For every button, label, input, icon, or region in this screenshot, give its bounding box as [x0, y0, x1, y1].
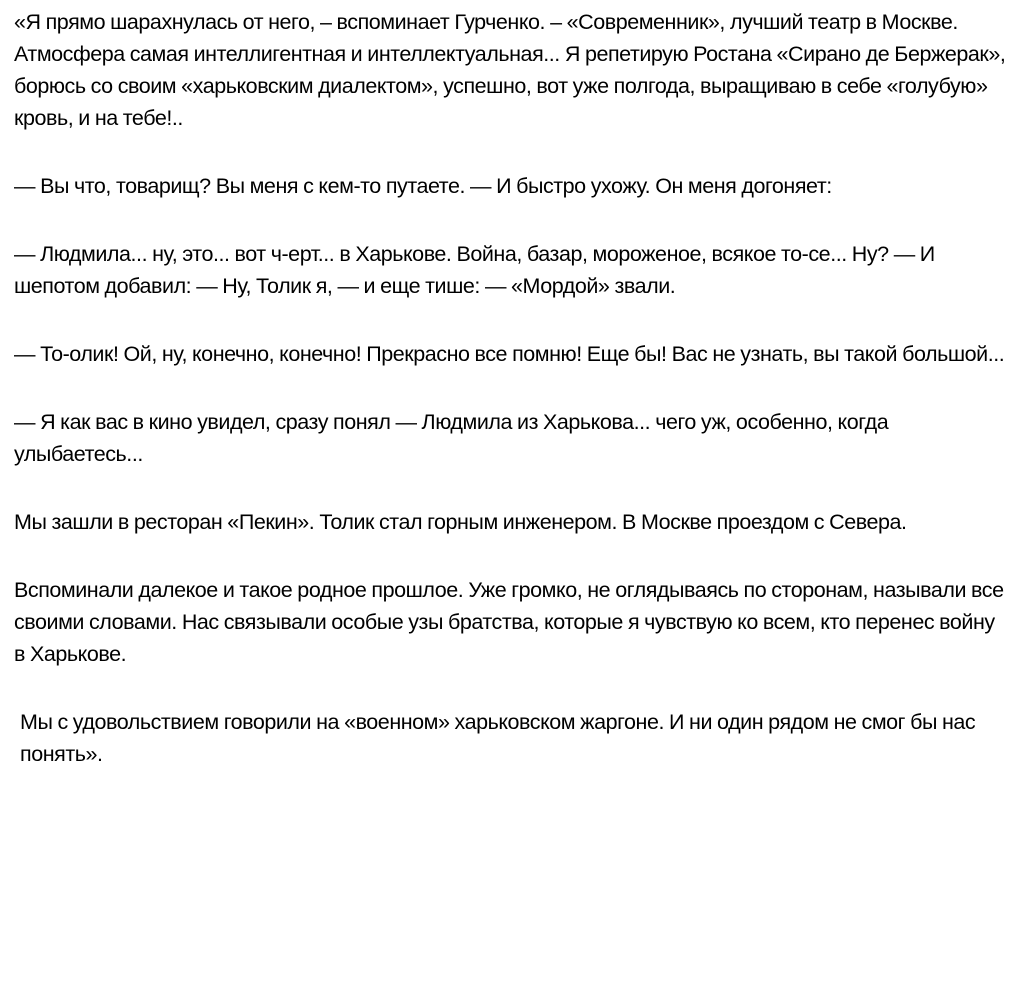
paragraph-7: Вспоминали далекое и такое родное прошлое. Уже громко, не оглядываясь по сторонам, называли все своими словами. Нас связывали особые узы братства, которые я чувствую ко всем, кто перенес войну в Харькове.	[14, 578, 1004, 666]
paragraph-5: — Я как вас в кино увидел, сразу понял — Людмила из Харькова... чего уж, особенно, когда улыбаетесь...	[14, 410, 889, 466]
document-page	[14, 6, 1010, 770]
paragraph-4: — То-олик! Ой, ну, конечно, конечно! Прекрасно все помню! Еще бы! Вас не узнать, вы такой большой...	[14, 342, 1005, 366]
paragraph-8: Мы с удовольствием говорили на «военном» харьковском жаргоне. И ни один рядом не смог бы нас понять».	[20, 710, 976, 766]
paragraph-1: «Я прямо шарахнулась от него, – вспоминает Гурченко. – «Современник», лучший театр в Москве. Атмосфера самая интеллигентная и интеллектуальная... Я репетирую Ростана «Сирано де Бержерак», борюсь со своим «харьковским диалектом», успешно, вот уже полгода, выращиваю в себе «голубую» кровь, и на тебе!..	[14, 10, 1006, 130]
paragraph-2: — Вы что, товарищ? Вы меня с кем-то путаете. — И быстро ухожу. Он меня догоняет:	[14, 174, 832, 198]
paragraph-3: — Людмила... ну, это... вот ч-ерт... в Харькове. Война, базар, мороженое, всякое то-се... Ну? — И шепотом добавил: — Ну, Толик я, — и еще тише: — «Мордой» звали.	[14, 242, 935, 298]
paragraph-6: Мы зашли в ресторан «Пекин». Толик стал горным инженером. В Москве проездом с Севера.	[14, 510, 907, 534]
